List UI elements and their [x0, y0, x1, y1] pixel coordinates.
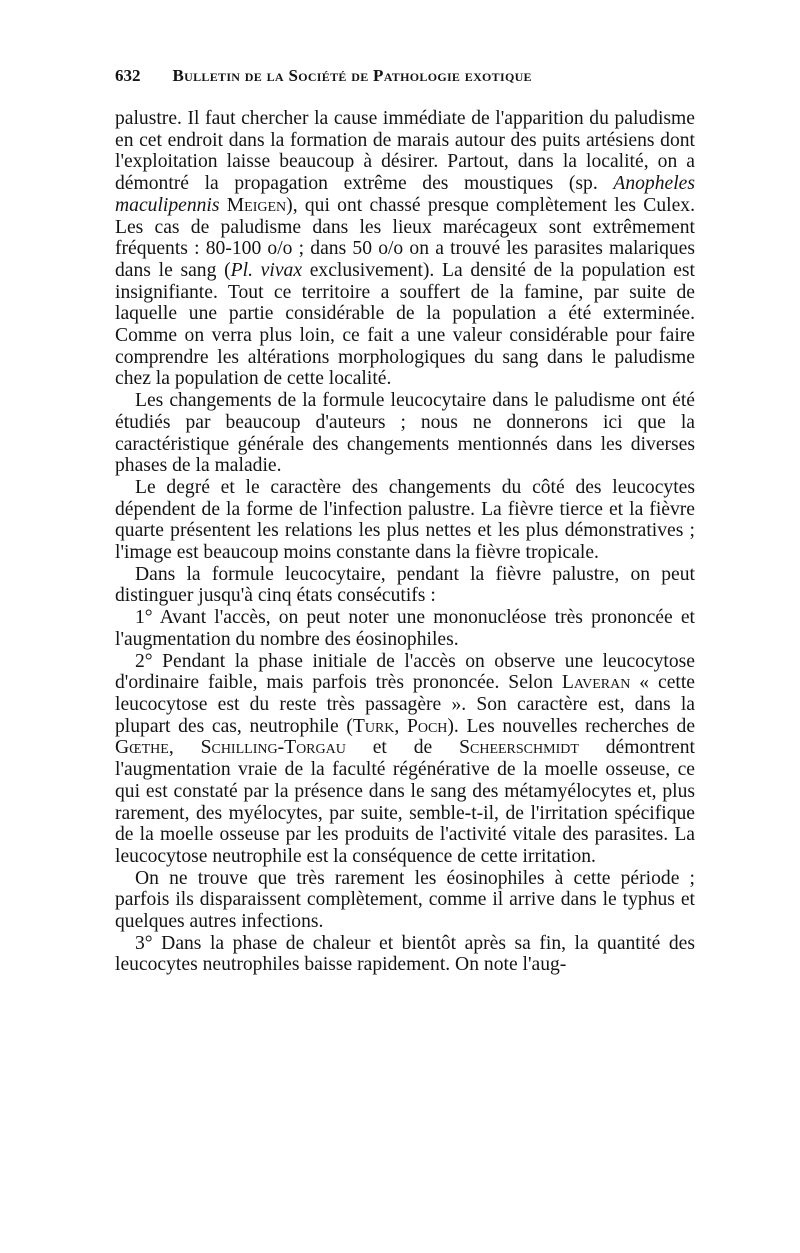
author-name: Scheerschmidt	[459, 737, 579, 759]
text-run	[219, 195, 226, 216]
text-run: Le degré et le caractère des changements du côté des leucocytes dépendent de la forme de l'infection palustre. La fièvre tierce et la fièvre quarte présentent les relations les plus nettes et les plus démonstratives ; l'image est beaucoup moins constante dans la fièvre tropicale.	[115, 476, 695, 564]
text-run: Dans la formule leucocytaire, pendant la fièvre palustre, on peut distinguer jusqu'à cinq états consécutifs :	[115, 563, 695, 607]
text-run: ), qui ont chassé presque complètement les Culex. Les cas de paludisme dans les lieux marécageux sont extrêmement fréquents : 80-100 o/o ; dans 50 o/o on a trouvé les parasites malariques dans le sang (	[115, 194, 695, 281]
text-run: Les changements de la formule leucocytaire dans le paludisme ont été étudiés par beaucoup d'auteurs ; nous ne donnerons ici que la caractéristique générale des changements mentionnés dans les diverses phases de la maladie.	[115, 390, 695, 477]
body-text	[115, 108, 695, 976]
text-run: 1° Avant l'accès, on peut noter une mononucléose très prononcée et l'augmentation du nombre des éosinophiles.	[115, 607, 695, 650]
paragraph	[115, 933, 695, 976]
author-name: Schilling-Torgau	[200, 737, 346, 759]
text-run: « cette leucocytose est du reste très passagère ». Son caractère est, dans la plupart des cas, neutrophile (	[115, 672, 695, 737]
text-run: exclusivement). La densité de la population est insignifiante. Tout ce territoire a souffert de la famine, par suite de laquelle une partie considérable de la population a été exterminée. Comme on verra plus loin, ce fait a une valeur considérable pour faire comprendre les altérations morphologiques du sang dans le paludisme chez la population de cette localité.	[115, 259, 695, 390]
author-name: Turk	[352, 715, 395, 737]
paragraph	[115, 564, 695, 607]
author-name: Gœthe	[115, 737, 169, 759]
author-name: Meigen	[226, 194, 287, 216]
text-run: palustre. Il faut chercher la cause immédiate de l'apparition du paludisme en cet endroit dans la formation de marais autour des puits artésiens dont l'exploitation laisse beaucoup à désirer. Partout, dans la localité, on a démontré la propagation extrême des moustiques (sp.	[115, 108, 695, 195]
text-run: ,	[394, 715, 407, 737]
italic-text: Pl. vivax	[230, 259, 303, 281]
paragraph	[115, 607, 695, 650]
paragraph	[115, 868, 695, 933]
text-run: 2° Pendant la phase initiale de l'accès on observe une leucocytose d'ordinaire faible, mais parfois très prononcée. Selon	[115, 650, 695, 694]
paragraph	[115, 651, 695, 868]
text-run: ). Les nouvelles recherches de	[447, 715, 696, 737]
paragraph	[115, 108, 695, 390]
paragraph	[115, 390, 695, 477]
text-run: démontrent l'augmentation vraie de la faculté régénérative de la moelle osseuse, ce qui est constaté par la présence dans le sang des métamyélocytes et, plus rarement, des myélocytes, par suite, semble-t-il, de l'irritation spécifique de la moelle osseuse par les produits de l'activité vitale des parasites. La leucocytose neutrophile est la conséquence de cette irritation.	[115, 737, 695, 867]
text-run: 3° Dans la phase de chaleur et bientôt après sa fin, la quantité des leucocytes neutrophiles baisse rapidement. On note l'aug-	[115, 932, 695, 976]
text-run: et de	[345, 737, 460, 759]
paragraph	[115, 477, 695, 564]
running-title: Bulletin de la Société de Pathologie exotique	[172, 66, 532, 85]
running-header	[115, 66, 695, 96]
text-run: ,	[168, 737, 201, 759]
author-name: Poch	[406, 715, 448, 737]
page-number: 632	[115, 66, 141, 85]
author-name: Laveran	[561, 672, 631, 694]
italic-text: Anopheles maculipennis	[115, 173, 695, 216]
text-run: On ne trouve que très rarement les éosinophiles à cette période ; parfois ils disparaissent complètement, comme il arrive dans le typhus et quelques autres infections.	[115, 867, 695, 933]
